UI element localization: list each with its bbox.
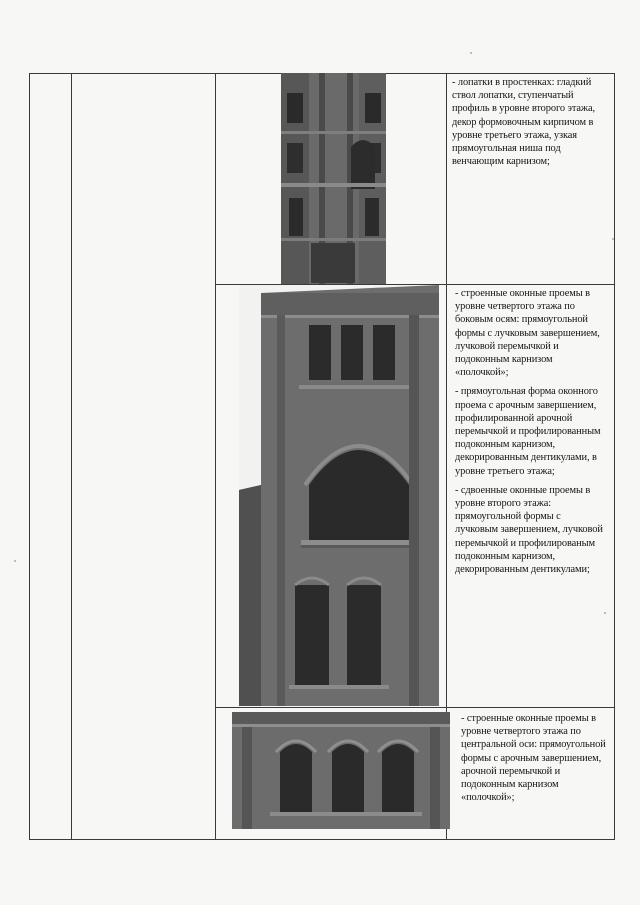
table-right-border [614, 73, 615, 840]
row-divider-2 [215, 707, 615, 708]
scan-speck [604, 612, 606, 614]
description-paragraph: - сдвоенные оконные проемы в уровне второго этажа: прямоугольной формы с лучковым завершением, лучковой перемычкой и профилированым подоконным карнизом, декорированным дентикулами; [455, 484, 603, 576]
table-bottom-border [29, 839, 615, 840]
column-divider-1 [71, 73, 72, 840]
row-1-description [452, 76, 602, 174]
description-paragraph: - строенные оконные проемы в уровне четвертого этажа по центральной оси: прямоугольной формы с арочным завершением, арочной перемычкой и подоконным карнизом «полочкой»; [461, 713, 606, 804]
row-2-description [455, 287, 605, 582]
column-divider-2 [215, 73, 216, 840]
facade-photo-pilasters [281, 73, 386, 284]
table-left-border [29, 73, 30, 840]
description-paragraph: - прямоугольная форма оконного проема с арочным завершением, профилированной арочной перемычкой и профилированным подоконным карнизом, декорированным дентикулами, в уровне третьего этажа; [455, 386, 601, 477]
facade-photo-side-axis [239, 285, 439, 706]
description-paragraph: - строенные оконные проемы в уровне четвертого этажа по боковым осям: прямоугольной формы с лучковым завершением, лучковой перемычкой и подоконным карнизом «полочкой»; [455, 288, 600, 379]
description-paragraph: - лопатки в простенках: гладкий ствол лопатки, ступенчатый профиль в уровне второго этажа, декор формовочным кирпичом в уровне третьего этажа, узкая прямоугольная ниша под венчающим карнизом; [452, 77, 595, 168]
scan-speck [14, 560, 16, 562]
row-3-description [461, 712, 609, 810]
facade-photo-central-axis [232, 712, 450, 829]
scan-speck [470, 52, 472, 54]
